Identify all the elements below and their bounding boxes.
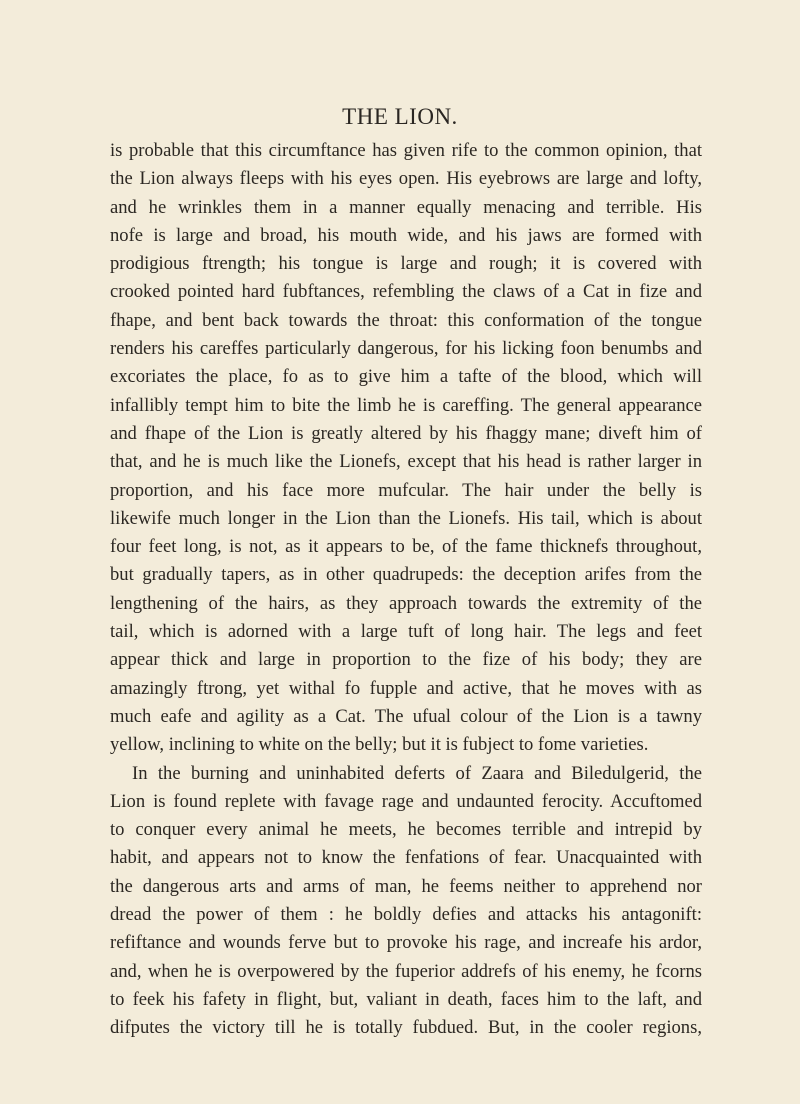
text-line: difputes the victory till he is totally fubdued. But, in the cooler regions, bbox=[110, 1017, 702, 1039]
running-head: THE LION. bbox=[342, 104, 458, 129]
text-line: but gradually tapers, as in other quadrupeds: the deception arifes from the bbox=[110, 564, 702, 586]
text-line: habit, and appears not to know the fenfations of fear. Unacquainted with bbox=[110, 847, 702, 869]
text-line: to feek his fafety in flight, but, valiant in death, faces him to the laft, and bbox=[110, 988, 702, 1010]
text-line: much eafe and agility as a Cat. The ufual colour of the Lion is a tawny bbox=[110, 705, 702, 727]
text-line: and he wrinkles them in a manner equally menacing and terrible. His bbox=[110, 196, 702, 218]
text-line: fhape, and bent back towards the throat: this conformation of the tongue bbox=[110, 309, 702, 331]
text-line: the Lion always fleeps with his eyes open. His eyebrows are large and lofty, bbox=[110, 168, 702, 190]
text-line: prodigious ftrength; his tongue is large and rough; it is covered with bbox=[110, 253, 702, 275]
text-line: refiftance and wounds ferve but to provoke his rage, and increafe his ardor, bbox=[110, 932, 702, 954]
text-line: that, and he is much like the Lionefs, except that his head is rather larger in bbox=[110, 451, 702, 473]
text-line: the dangerous arts and arms of man, he feems neither to apprehend nor bbox=[110, 875, 702, 897]
text-line: infallibly tempt him to bite the limb he is careffing. The general appearance bbox=[110, 394, 702, 416]
text-line: four feet long, is not, as it appears to be, of the fame thicknefs throughout, bbox=[110, 536, 702, 558]
body-text bbox=[110, 137, 702, 1043]
text-line: Lion is found replete with favage rage and undaunted ferocity. Accuftomed bbox=[110, 790, 702, 812]
text-line: is probable that this circumftance has given rife to the common opinion, that bbox=[110, 140, 702, 161]
text-line: tail, which is adorned with a large tuft of long hair. The legs and feet bbox=[110, 621, 702, 643]
text-line: crooked pointed hard fubftances, refembling the claws of a Cat in fize and bbox=[110, 281, 702, 303]
text-line: lengthening of the hairs, as they approach towards the extremity of the bbox=[110, 592, 702, 614]
text-line: likewife much longer in the Lion than the Lionefs. His tail, which is about bbox=[110, 507, 702, 529]
text-line: excoriates the place, fo as to give him a tafte of the blood, which will bbox=[110, 366, 702, 388]
text-line: proportion, and his face more mufcular. The hair under the belly is bbox=[110, 479, 702, 501]
text-line: yellow, inclining to white on the belly; but it is fubject to fome varieties. bbox=[110, 734, 649, 756]
text-line: amazingly ftrong, yet withal fo fupple and active, that he moves with as bbox=[110, 677, 702, 699]
text-line: and, when he is overpowered by the fuperior addrefs of his enemy, he fcorns bbox=[110, 960, 702, 982]
text-line: In the burning and uninhabited deferts of Zaara and Biledulgerid, the bbox=[132, 762, 702, 784]
text-line: nofe is large and broad, his mouth wide, and his jaws are formed with bbox=[110, 224, 702, 246]
text-line: appear thick and large in proportion to the fize of his body; they are bbox=[110, 649, 702, 671]
text-line: and fhape of the Lion is greatly altered by his fhaggy mane; diveft him of bbox=[110, 422, 702, 444]
text-line: renders his careffes particularly dangerous, for his licking foon benumbs and bbox=[110, 338, 702, 360]
text-line: dread the power of them : he boldly defies and attacks his antagonift: bbox=[110, 904, 702, 926]
text-line: to conquer every animal he meets, he becomes terrible and intrepid by bbox=[110, 819, 702, 841]
